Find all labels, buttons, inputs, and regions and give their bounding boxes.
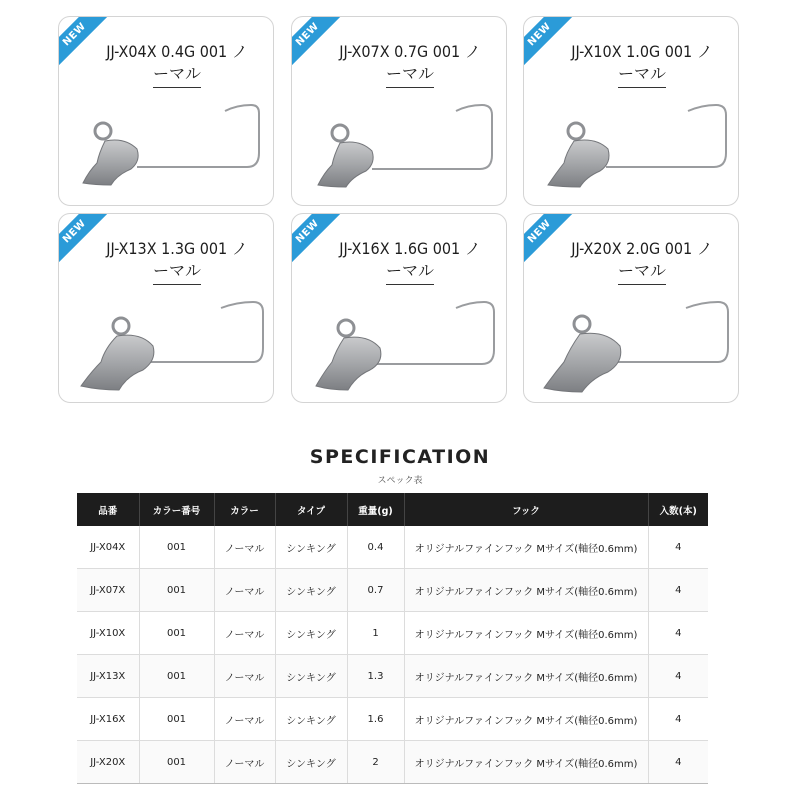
- product-card[interactable]: [58, 16, 274, 206]
- table-cell: 1.3: [347, 655, 404, 698]
- spec-title: SPECIFICATION: [309, 446, 491, 468]
- table-cell: ノーマル: [214, 741, 275, 784]
- product-title-line1: JJ-X16X 1.6G 001 ノ: [339, 239, 481, 258]
- header-cell: フック: [404, 493, 648, 526]
- table-cell: 4: [648, 526, 708, 569]
- table-cell: JJ-X20X: [77, 741, 139, 784]
- table-cell: ノーマル: [214, 526, 275, 569]
- table-cell: ノーマル: [214, 612, 275, 655]
- table-cell: 1.6: [347, 698, 404, 741]
- header-cell: 入数(本): [648, 493, 708, 526]
- product-title-line2: ーマル: [618, 260, 666, 285]
- table-cell: 1: [347, 612, 404, 655]
- new-badge: NEW: [58, 16, 113, 71]
- product-title: [322, 41, 498, 88]
- product-title-line1: JJ-X20X 2.0G 001 ノ: [571, 239, 713, 258]
- product-title: [89, 238, 265, 285]
- table-cell: 001: [139, 612, 214, 655]
- table-cell: シンキング: [275, 698, 347, 741]
- table-cell: 4: [648, 698, 708, 741]
- product-card[interactable]: [291, 213, 507, 403]
- table-cell: JJ-X07X: [77, 569, 139, 612]
- product-title-line1: JJ-X04X 0.4G 001 ノ: [106, 42, 248, 61]
- table-row: [77, 569, 708, 612]
- jig-head-image: [542, 298, 732, 394]
- product-card[interactable]: [291, 16, 507, 206]
- jig-head-image: [542, 101, 732, 197]
- table-cell: 001: [139, 526, 214, 569]
- table-cell: ノーマル: [214, 569, 275, 612]
- table-cell: シンキング: [275, 569, 347, 612]
- product-title-line2: ーマル: [386, 260, 434, 285]
- product-title: [554, 238, 730, 285]
- jig-head-image: [77, 101, 267, 197]
- product-card[interactable]: [523, 16, 739, 206]
- header-cell: 品番: [77, 493, 139, 526]
- table-cell: オリジナルファインフック Mサイズ(軸径0.6mm): [404, 655, 648, 698]
- product-title-line2: ーマル: [618, 63, 666, 88]
- new-badge: NEW: [291, 16, 346, 71]
- table-row: [77, 655, 708, 698]
- table-cell: 001: [139, 569, 214, 612]
- table-cell: オリジナルファインフック Mサイズ(軸径0.6mm): [404, 698, 648, 741]
- table-row: [77, 526, 708, 569]
- table-cell: シンキング: [275, 526, 347, 569]
- table-cell: オリジナルファインフック Mサイズ(軸径0.6mm): [404, 569, 648, 612]
- table-cell: JJ-X16X: [77, 698, 139, 741]
- table-cell: ノーマル: [214, 698, 275, 741]
- table-cell: 001: [139, 741, 214, 784]
- product-title: [322, 238, 498, 285]
- table-header-row: [77, 493, 708, 526]
- spec-table: [77, 493, 708, 784]
- table-cell: シンキング: [275, 655, 347, 698]
- table-cell: 2: [347, 741, 404, 784]
- header-cell: 重量(g): [347, 493, 404, 526]
- table-cell: オリジナルファインフック Mサイズ(軸径0.6mm): [404, 741, 648, 784]
- new-badge: NEW: [58, 213, 113, 268]
- table-cell: JJ-X13X: [77, 655, 139, 698]
- table-cell: オリジナルファインフック Mサイズ(軸径0.6mm): [404, 526, 648, 569]
- table-cell: 4: [648, 741, 708, 784]
- table-cell: ノーマル: [214, 655, 275, 698]
- spec-subtitle: スペック表: [377, 476, 423, 486]
- product-card[interactable]: [523, 213, 739, 403]
- table-cell: オリジナルファインフック Mサイズ(軸径0.6mm): [404, 612, 648, 655]
- product-title-line1: JJ-X10X 1.0G 001 ノ: [571, 42, 713, 61]
- header-cell: カラー: [214, 493, 275, 526]
- table-cell: シンキング: [275, 741, 347, 784]
- table-cell: JJ-X10X: [77, 612, 139, 655]
- product-title-line1: JJ-X07X 0.7G 001 ノ: [339, 42, 481, 61]
- jig-head-image: [310, 101, 500, 197]
- table-cell: 4: [648, 569, 708, 612]
- table-row: [77, 698, 708, 741]
- product-title-line2: ーマル: [386, 63, 434, 88]
- new-badge: NEW: [523, 16, 578, 71]
- new-badge: NEW: [523, 213, 578, 268]
- table-cell: 001: [139, 698, 214, 741]
- product-title-line1: JJ-X13X 1.3G 001 ノ: [106, 239, 248, 258]
- table-cell: 001: [139, 655, 214, 698]
- table-cell: 0.4: [347, 526, 404, 569]
- table-cell: JJ-X04X: [77, 526, 139, 569]
- jig-head-image: [310, 298, 500, 394]
- table-cell: 4: [648, 655, 708, 698]
- header-cell: カラー番号: [139, 493, 214, 526]
- product-card[interactable]: [58, 213, 274, 403]
- table-row: [77, 612, 708, 655]
- table-cell: 0.7: [347, 569, 404, 612]
- product-title: [554, 41, 730, 88]
- product-title-line2: ーマル: [153, 260, 201, 285]
- table-cell: シンキング: [275, 612, 347, 655]
- table-row: [77, 741, 708, 784]
- table-cell: 4: [648, 612, 708, 655]
- product-title: [89, 41, 265, 88]
- jig-head-image: [77, 298, 267, 394]
- header-cell: タイプ: [275, 493, 347, 526]
- new-badge: NEW: [291, 213, 346, 268]
- product-title-line2: ーマル: [153, 63, 201, 88]
